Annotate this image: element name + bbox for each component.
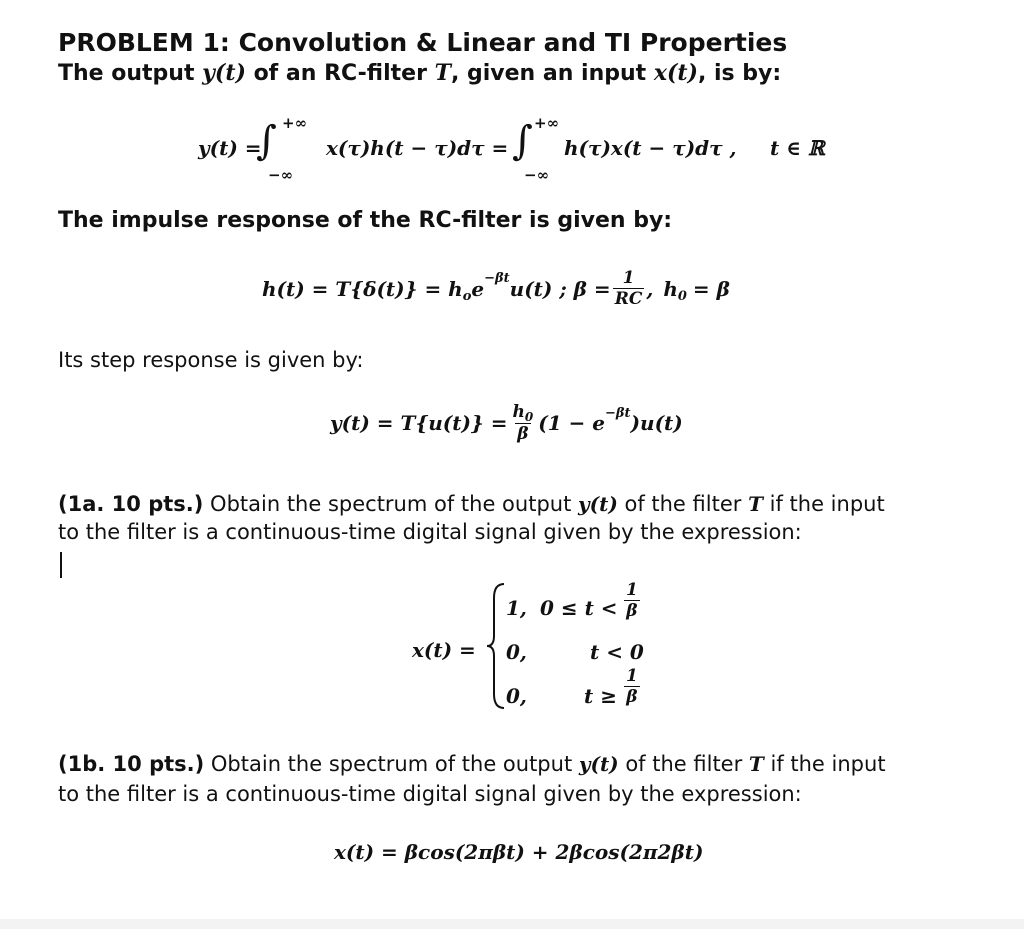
subtitle-T: T [434,60,451,86]
impulse-comma: , [646,276,654,301]
subtitle-text-post: , is by: [697,61,782,86]
case-3-fraction: $\frac{1}{\beta}$ [626,666,638,707]
impulse-u: u(t) ; β = [509,276,611,301]
part-b-text-post: if the input [763,752,886,776]
impulse-frac-den: RC [614,289,643,309]
part-a-line-2: to the filter is a continuous-time digital signal given by the expression: [58,520,802,544]
part-b-label: (1b. 10 pts.) [58,752,205,776]
impulse-fraction [613,268,645,309]
integral-sign-1: ∫ [256,118,277,164]
subtitle-text-pre: The output [58,61,203,86]
part-b-line-1 [58,752,886,776]
integral-2-lower: −∞ [524,166,550,184]
piecewise-lhs: x(t) = [412,638,476,662]
subtitle-text-mid1: of an RC-filter [245,61,435,86]
text-cursor [60,552,62,578]
case-2-condition: t < 0 [590,640,644,664]
problem-title: PROBLEM 1: Convolution & Linear and TI Properties [58,28,788,57]
step-lhs: y(t) = T{u(t)} = [330,411,508,435]
impulse-frac-num: 1 [622,268,635,288]
step-fraction [511,402,536,444]
page-bottom-band [0,919,1024,929]
case-1-fraction: $\frac{1}{\beta}$ [626,580,638,621]
integral-sign-2: ∫ [512,118,533,164]
subtitle-y: y(t) [202,60,246,86]
impulse-sub-0: 0 [677,289,687,304]
part-b-y: y(t) [578,752,619,776]
impulse-h0: h [663,276,678,301]
part-a-text-mid: of the filter [617,492,749,516]
impulse-heading: The impulse response of the RC-filter is given by: [58,208,673,233]
conv-term-2: h(τ)x(t − τ)dτ , [564,136,737,160]
part-a-line-1 [58,492,885,516]
part-b-text-pre: Obtain the spectrum of the output [204,752,579,776]
case-1-condition: 0 ≤ t < [540,596,618,620]
impulse-exp: −βt [484,271,510,286]
case-2-value: 0, [506,640,527,664]
impulse-sub-o: o [462,289,472,304]
part-b-line-2: to the filter is a continuous-time digital signal given by the expression: [58,782,802,806]
part-a-y: y(t) [578,492,618,516]
step-exp: −βt [605,405,631,421]
case-3-condition: t ≥ [584,684,617,708]
part-a-label: (1a. 10 pts.) [58,492,204,516]
step-equation [330,402,683,444]
step-frac-num: $h_0$ [512,402,534,424]
part-a-text-pre: Obtain the spectrum of the output [203,492,578,516]
case-3-value: 0, [506,684,527,708]
subtitle-x: x(t) [653,60,698,86]
impulse-equation [262,268,730,309]
integral-2-upper: +∞ [534,114,560,132]
step-paren-close: )u(t) [630,411,683,435]
step-frac-den: β [517,424,529,444]
impulse-e: e [471,276,485,301]
part-a-text-post: if the input [762,492,885,516]
integral-1-upper: +∞ [282,114,308,132]
conv-term-1: x(τ)h(t − τ)dτ = [326,136,509,160]
conv-lhs: y(t) = [198,136,262,160]
step-label: Its step response is given by: [58,348,364,372]
part-b-T: T [748,752,764,776]
piecewise-brace [484,580,508,712]
impulse-h0-rhs: = β [692,276,730,301]
part-b-equation: x(t) = βcos(2πβt) + 2βcos(2π2βt) [334,840,704,864]
part-b-text-mid: of the filter [618,752,749,776]
integral-1-lower: −∞ [268,166,294,184]
conv-domain: t ∈ ℝ [770,136,825,160]
case-1-value: 1, [506,596,527,620]
step-paren-open: (1 − e [538,411,606,435]
subtitle-text-mid2: , given an input [450,61,654,86]
impulse-lhs: h(t) = T{δ(t)} = h [262,276,463,301]
part-a-T: T [748,492,763,516]
problem-subtitle [58,60,781,86]
